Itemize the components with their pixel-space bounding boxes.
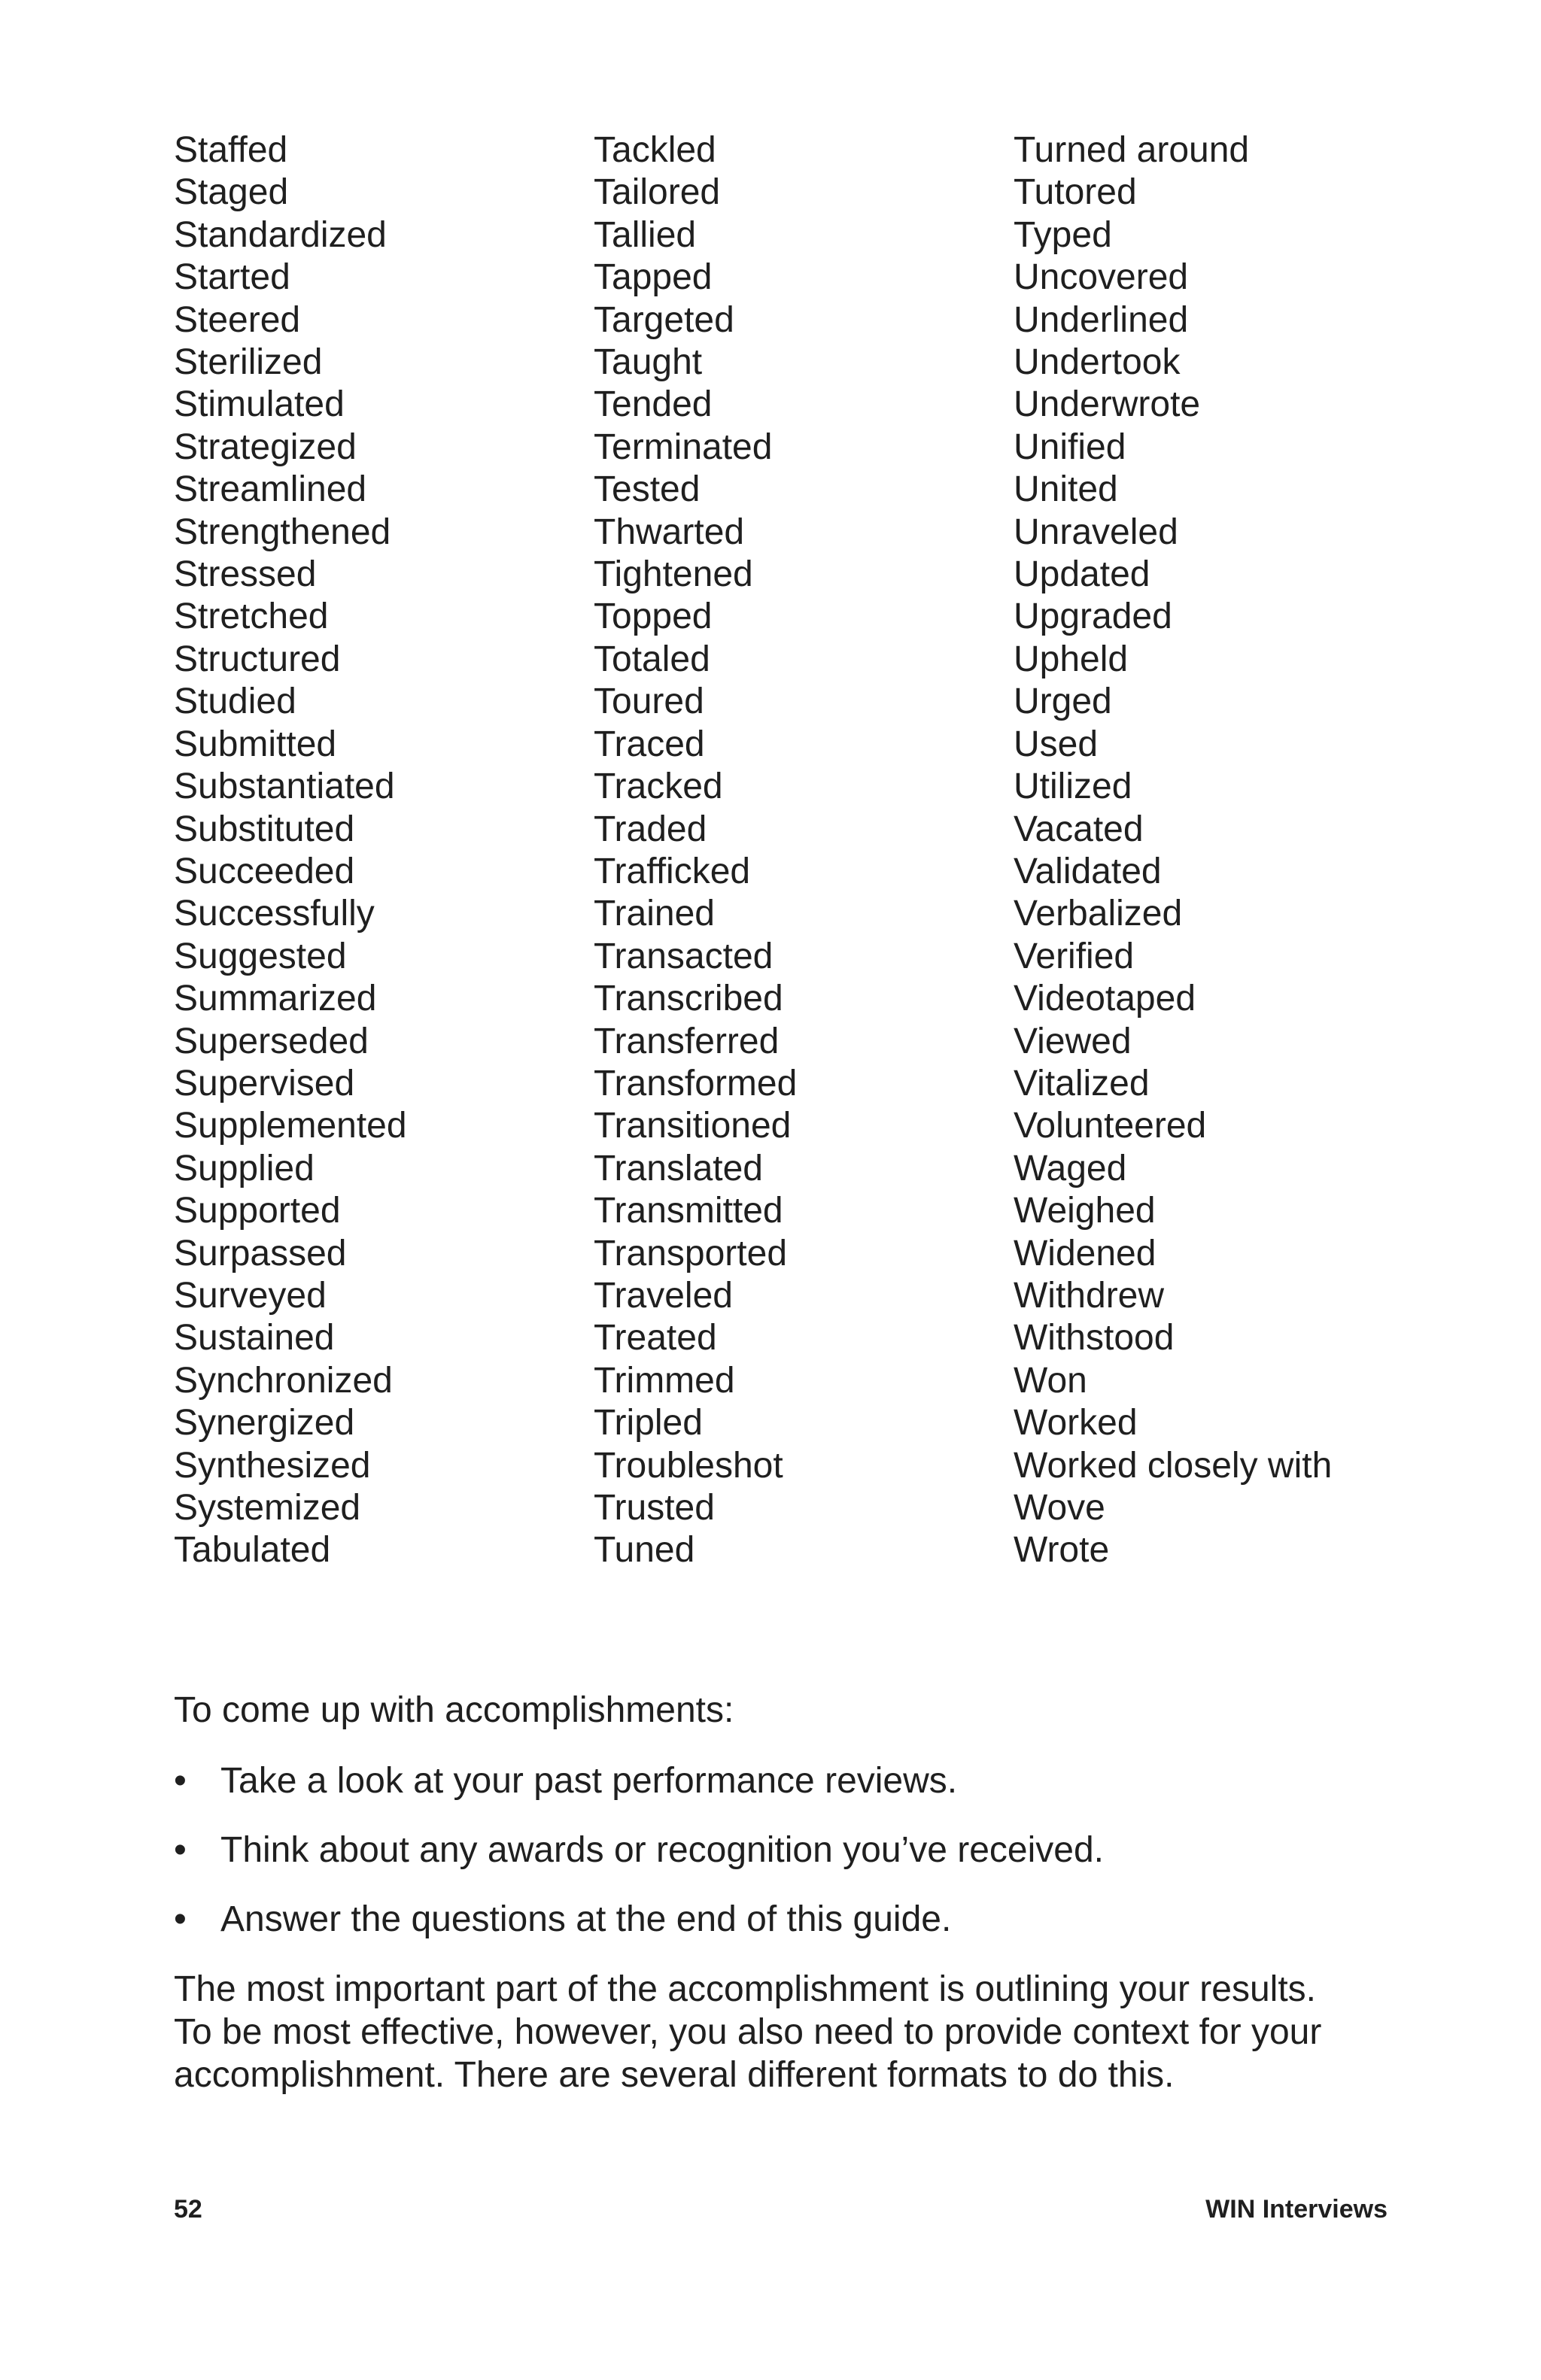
- verb-item: Suggested: [174, 936, 347, 976]
- verb-item: Transformed: [594, 1063, 798, 1103]
- verb-item: Structured: [174, 639, 341, 679]
- verb-item: Upheld: [1014, 639, 1129, 679]
- verb-item: Waged: [1014, 1148, 1127, 1188]
- verb-item: Treated: [594, 1318, 717, 1358]
- verb-item: Substantiated: [174, 767, 395, 807]
- verb-item: Tallied: [594, 214, 697, 255]
- verb-item: Stretched: [174, 597, 329, 637]
- verb-item: Streamlined: [174, 469, 367, 510]
- verb-item: Updated: [1014, 554, 1150, 595]
- verb-item: Sustained: [174, 1318, 335, 1358]
- verb-item: Trusted: [594, 1488, 715, 1528]
- verb-item: Underwrote: [1014, 384, 1201, 425]
- verb-item: Withdrew: [1014, 1275, 1165, 1316]
- verb-item: Succeeded: [174, 851, 355, 891]
- tip-text: Take a look at your past performance reviews.: [220, 1761, 958, 1801]
- verb-item: Staffed: [174, 130, 288, 170]
- verb-item: Translated: [594, 1148, 763, 1188]
- verb-item: Targeted: [594, 299, 734, 340]
- verb-item: Sterilized: [174, 342, 323, 383]
- verb-item: Taught: [594, 342, 703, 383]
- verb-item: Strategized: [174, 427, 357, 467]
- verb-item: Worked: [1014, 1403, 1138, 1443]
- tip-text: Think about any awards or recognition you’ve received.: [220, 1830, 1104, 1870]
- verb-item: Supplied: [174, 1148, 315, 1188]
- verb-item: Steered: [174, 299, 301, 340]
- verb-item: Surpassed: [174, 1233, 347, 1273]
- verb-item: Wrote: [1014, 1530, 1110, 1571]
- verb-item: Submitted: [174, 724, 337, 764]
- verb-item: Synthesized: [174, 1445, 371, 1486]
- verb-item: Systemized: [174, 1488, 361, 1528]
- verb-item: Transcribed: [594, 979, 783, 1019]
- verb-item: Verified: [1014, 936, 1135, 976]
- verb-column-1: [174, 129, 407, 1572]
- verb-item: Traded: [594, 809, 707, 849]
- verb-item: Tapped: [594, 257, 713, 298]
- verb-item: Wove: [1014, 1488, 1105, 1528]
- tip-item: [174, 1829, 1104, 1899]
- verb-column-2: [594, 129, 797, 1572]
- bullet-icon: •: [174, 1761, 187, 1801]
- verb-item: Trimmed: [594, 1360, 735, 1401]
- verb-item: Started: [174, 257, 290, 298]
- closing-line: accomplishment. There are several different formats to do this.: [174, 2055, 1175, 2095]
- verb-item: Tracked: [594, 767, 723, 807]
- verb-item: Tabulated: [174, 1530, 331, 1571]
- verb-item: Standardized: [174, 214, 387, 255]
- verb-item: Troubleshot: [594, 1445, 783, 1486]
- verb-item: Tutored: [1014, 172, 1137, 213]
- verb-item: Unified: [1014, 427, 1126, 467]
- verb-item: Uncovered: [1014, 257, 1189, 298]
- verb-column-3: [1014, 129, 1332, 1572]
- verb-item: Staged: [174, 172, 289, 213]
- verb-item: Synchronized: [174, 1360, 393, 1401]
- verb-item: Transported: [594, 1233, 788, 1273]
- verb-item: United: [1014, 469, 1118, 510]
- tip-item: [174, 1899, 1104, 1968]
- verb-item: Supervised: [174, 1063, 355, 1103]
- verb-item: Turned around: [1014, 130, 1250, 170]
- verb-item: Successfully: [174, 894, 375, 934]
- verb-item: Tackled: [594, 130, 716, 170]
- verb-item: Videotaped: [1014, 979, 1196, 1019]
- verb-item: Topped: [594, 597, 713, 637]
- page-number: 52: [174, 2195, 202, 2224]
- verb-item: Supplemented: [174, 1106, 407, 1146]
- verb-item: Summarized: [174, 979, 377, 1019]
- closing-paragraph: [174, 1968, 1408, 2096]
- verb-item: Unraveled: [1014, 512, 1178, 552]
- tip-text: Answer the questions at the end of this guide.: [220, 1899, 952, 1939]
- verb-item: Urged: [1014, 682, 1112, 722]
- verb-item: Widened: [1014, 1233, 1157, 1273]
- verb-item: Won: [1014, 1360, 1087, 1401]
- verb-item: Worked closely with: [1014, 1445, 1333, 1486]
- verb-item: Weighed: [1014, 1191, 1156, 1231]
- verb-item: Tripled: [594, 1403, 703, 1443]
- verb-item: Toured: [594, 682, 704, 722]
- verb-item: Tested: [594, 469, 701, 510]
- tips-list: [174, 1760, 1104, 1968]
- verb-item: Utilized: [1014, 767, 1132, 807]
- verb-item: Superseded: [174, 1021, 369, 1061]
- verb-item: Trained: [594, 894, 715, 934]
- verb-item: Vitalized: [1014, 1063, 1150, 1103]
- verb-item: Validated: [1014, 851, 1162, 891]
- verb-item: Surveyed: [174, 1275, 327, 1316]
- verb-item: Transitioned: [594, 1106, 792, 1146]
- verb-item: Studied: [174, 682, 296, 722]
- verb-item: Tightened: [594, 554, 753, 595]
- verb-item: Strengthened: [174, 512, 391, 552]
- verb-item: Transmitted: [594, 1191, 783, 1231]
- verb-item: Withstood: [1014, 1318, 1175, 1358]
- verb-item: Synergized: [174, 1403, 355, 1443]
- verb-item: Stressed: [174, 554, 317, 595]
- verb-item: Traced: [594, 724, 705, 764]
- verb-item: Substituted: [174, 809, 355, 849]
- bullet-icon: •: [174, 1899, 187, 1939]
- verb-item: Supported: [174, 1191, 341, 1231]
- verb-item: Terminated: [594, 427, 773, 467]
- verb-item: Undertook: [1014, 342, 1181, 383]
- verb-item: Totaled: [594, 639, 710, 679]
- closing-line: The most important part of the accomplishment is outlining your results.: [174, 1969, 1316, 2009]
- verb-item: Used: [1014, 724, 1099, 764]
- verb-item: Underlined: [1014, 299, 1189, 340]
- verb-item: Traveled: [594, 1275, 733, 1316]
- verb-item: Typed: [1014, 214, 1112, 255]
- verb-item: Trafficked: [594, 851, 751, 891]
- verb-item: Transacted: [594, 936, 774, 976]
- verb-item: Viewed: [1014, 1021, 1132, 1061]
- verb-item: Upgraded: [1014, 597, 1172, 637]
- verb-item: Tuned: [594, 1530, 695, 1571]
- verb-item: Verbalized: [1014, 894, 1183, 934]
- verb-item: Stimulated: [174, 384, 345, 425]
- closing-line: To be most effective, however, you also need to provide context for your: [174, 2012, 1322, 2052]
- verb-item: Tended: [594, 384, 713, 425]
- verb-item: Transferred: [594, 1021, 780, 1061]
- verb-item: Tailored: [594, 172, 721, 213]
- verb-item: Volunteered: [1014, 1106, 1207, 1146]
- intro-text: To come up with accomplishments:: [174, 1690, 734, 1730]
- verb-item: Vacated: [1014, 809, 1144, 849]
- footer-book-title: WIN Interviews: [1205, 2195, 1388, 2224]
- bullet-icon: •: [174, 1830, 187, 1870]
- verb-item: Thwarted: [594, 512, 745, 552]
- tip-item: [174, 1760, 1104, 1829]
